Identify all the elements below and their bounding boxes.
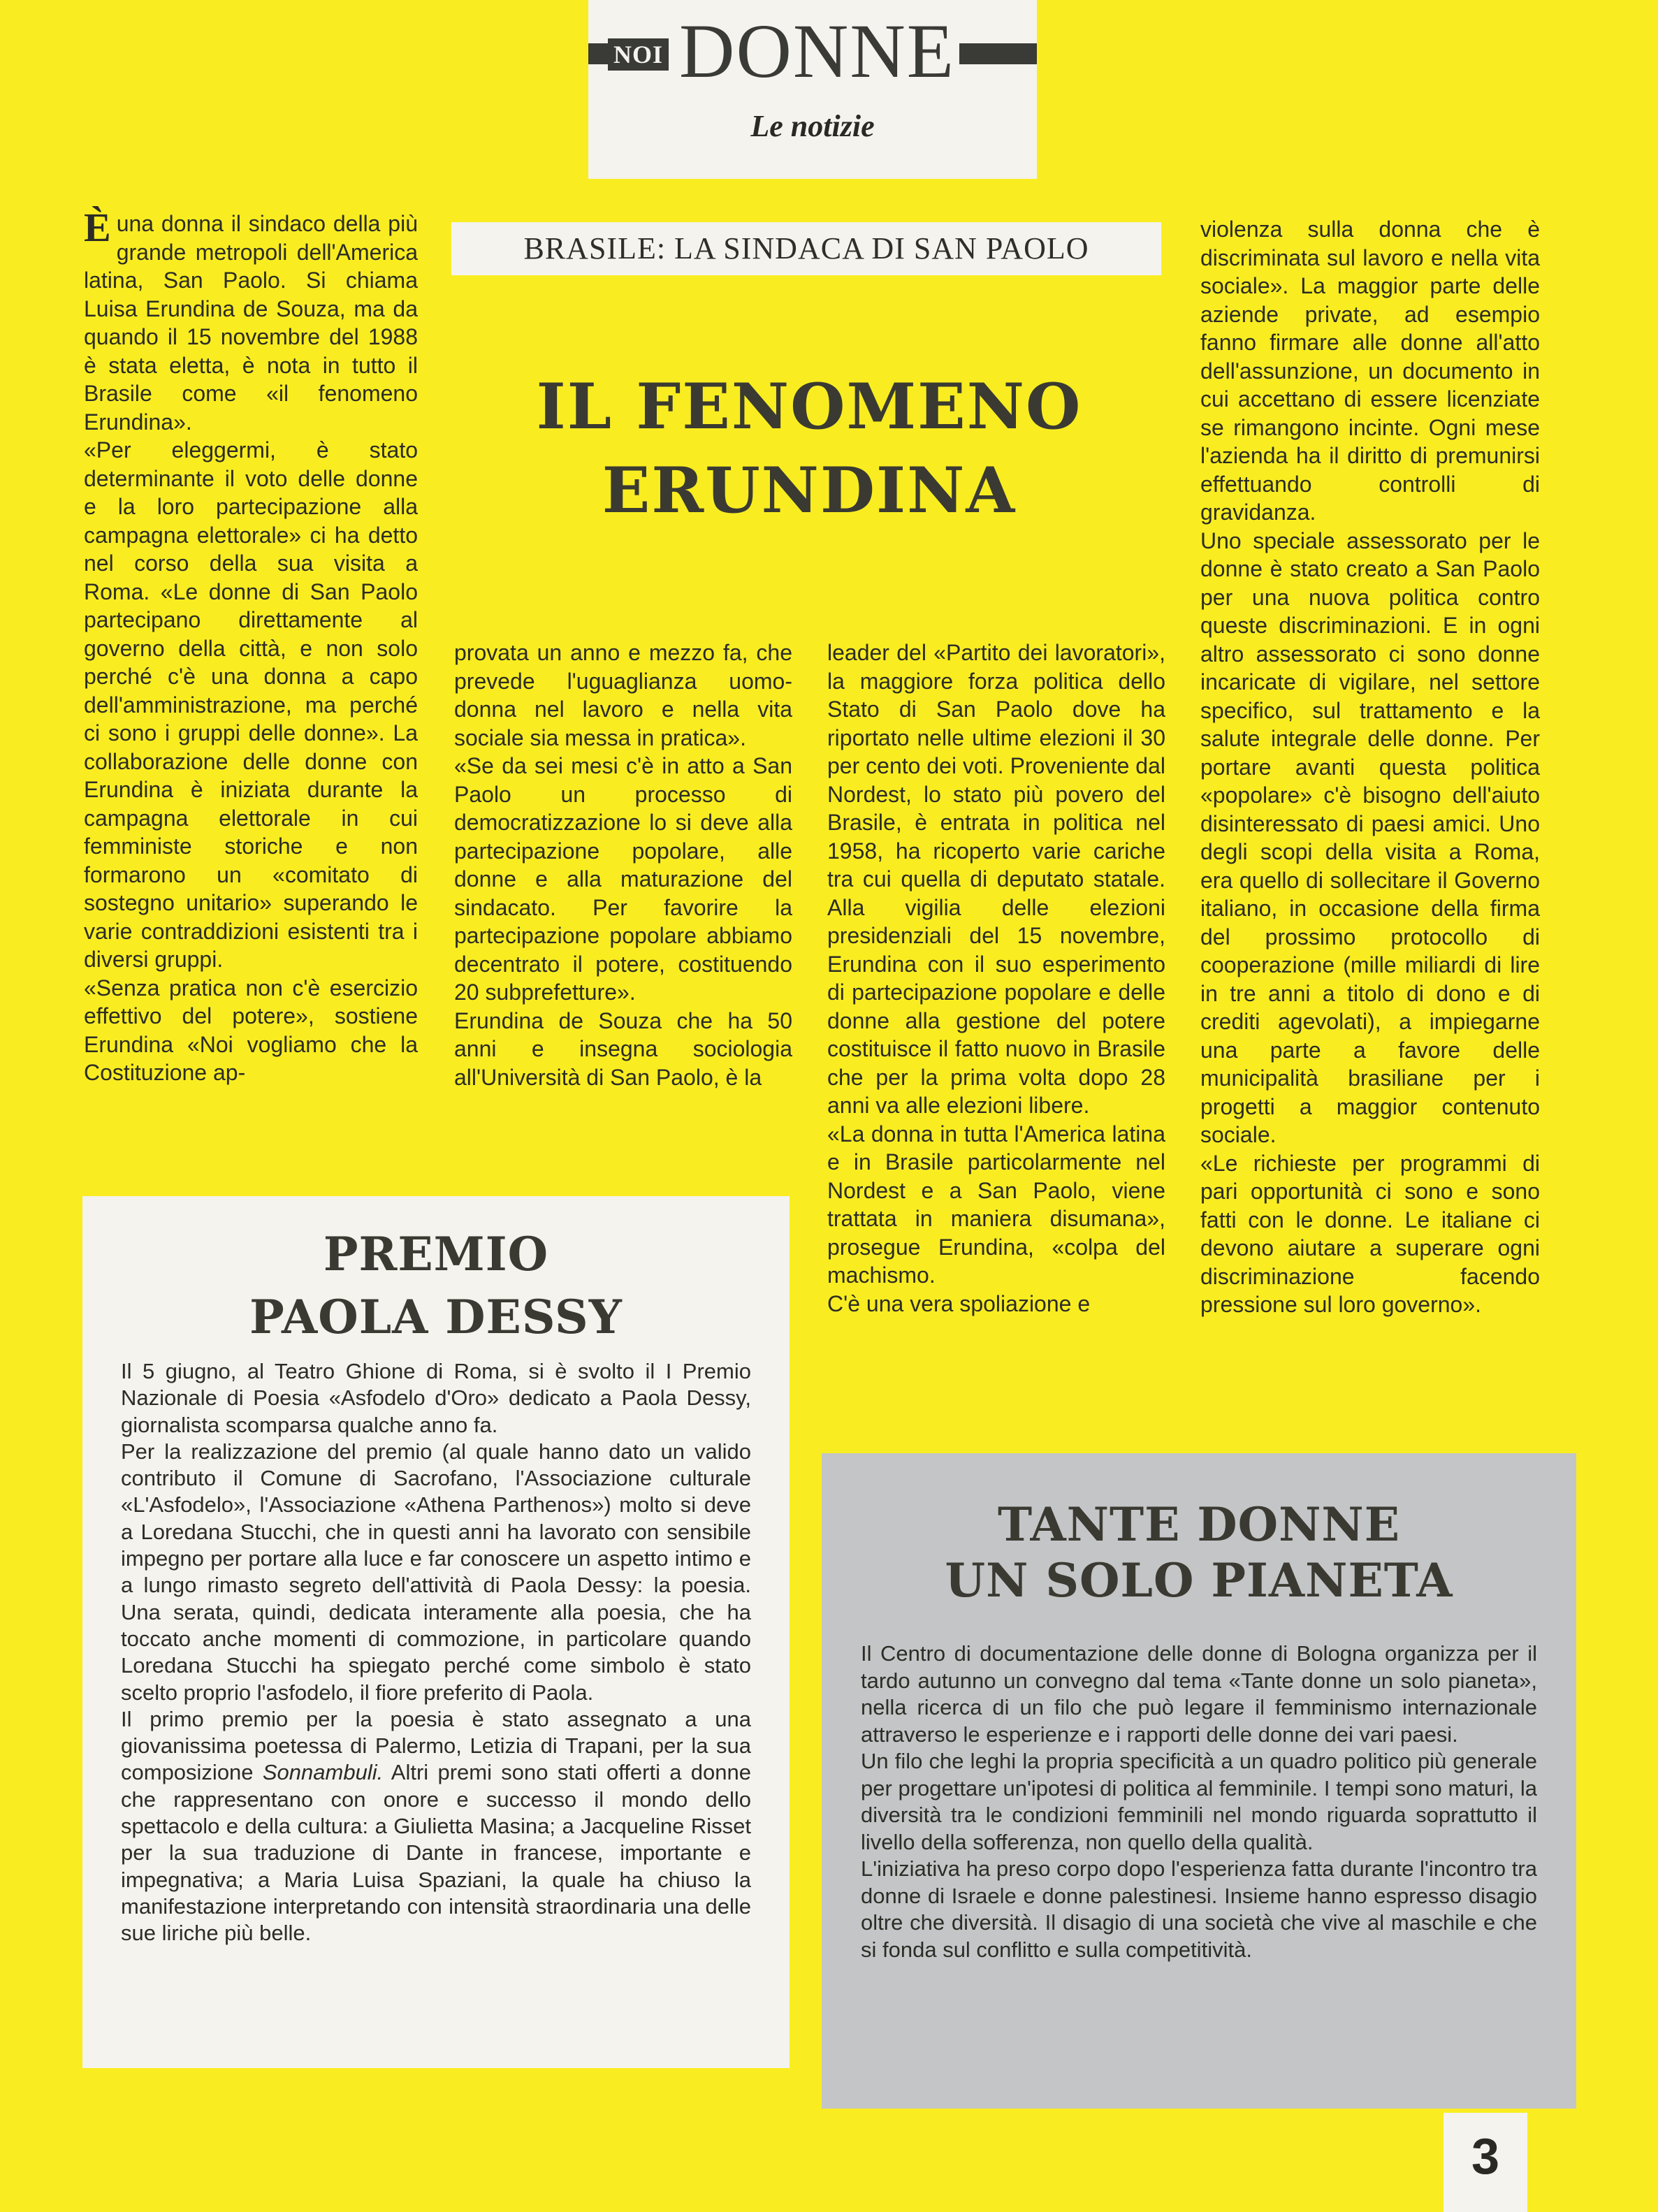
column-2-paragraph-2: «Se da sei mesi c'è in atto a San Paolo un processo di democratizzazione lo si deve alla partecipazione popolare, alle donne e alla maturazione del sindacato. Per favorire la partecipazione popolare abbiamo decentrato il potere, costituendo 20 subprefetture».: [454, 753, 792, 1005]
column-4-paragraph-2: Uno speciale assessorato per le donne è stato creato a San Paolo per una nuova politica contro queste discriminazioni. E in ogni altro assessorato ci sono donne incaricate di vigilare, nel settore specifico, sul trattamento e la salute integrale delle donne. Per portare avanti questa politica «popolare» c'è bisogno dell'aiuto disinteressato di paesi amici. Uno degli scopi della visita a Roma, era quello di sollecitare il Governo italiano, in occasione della firma del prossimo protocollo di cooperazione (mille miliardi di lire in tre anni a titolo di dono e di crediti agevolati), a impiegarne una parte a favore delle municipalità brasiliane per i progetti a maggior contenuto sociale.: [1200, 527, 1540, 1147]
masthead-bar-right: [956, 43, 1037, 64]
column-1-text-1: una donna il sindaco della più grande metropoli dell'America latina, San Paolo. Si chiama Luisa Erundina de Souza, ma da quando il 15 novembre del 1988 è stata eletta, è nota in tutto il Brasile come «il fenomeno Erundina».: [84, 211, 418, 435]
premio-p3-title: Sonnambuli.: [262, 1760, 384, 1785]
premio-paragraph-2: Per la realizzazione del premio (al quale hanno dato un valido contributo il Comune di Sacrofano, l'Associazione culturale «L'Asfodelo», l'Associazione «Athena Parthenos») molto si deve a Loredana Stucchi, che in questi anni ha lavorato con sensibile impegno per portare alla luce e far conoscere un aspetto intimo e a lungo rimasto segreto dell'attività di Paola Dessy: la poesia. Una serata, quindi, dedicata interamente alla poesia, che ha toccato anche momenti di commozione, in particolare quando Loredana Stucchi ha spiegato perché come simbolo è stato scelto proprio l'asfodelo, il fiore preferito di Paola.: [121, 1439, 751, 1705]
column-3-paragraph-1: leader del «Partito dei lavoratori», la maggiore forza politica dello Stato di San Paolo dove ha riportato nelle ultime elezioni il 30 per cento dei voti. Proveniente dal Nordest, lo stato più povero del Brasile, è entrata in politica nel 1958, ha ricoperto varie cariche tra cui quella di deputato statale. Alla vigilia delle elezioni presidenziali del 15 novembre, Erundina con il suo esperimento di partecipazione popolare e delle donne alla gestione del potere costituisce il fatto nuovo in Brasile che per la prima volta dopo 28 anni va alle elezioni libere.: [827, 640, 1165, 1118]
column-1-paragraph-3: «Senza pratica non c'è esercizio effettivo del potere», sostiene Erundina «Noi vogliamo che la Costituzione ap-: [84, 975, 418, 1085]
premio-box: [82, 1196, 790, 2068]
page-number-box: [1444, 2113, 1527, 2212]
column-1-paragraph-2: «Per eleggermi, è stato determinante il voto delle donne e la loro partecipazione alla campagna elettorale» ci ha detto nel corso della sua visita a Roma. «Le donne di San Paolo partecipano direttamente al governo della città, e non solo perché c'è una donna a capo dell'amministrazione, ma perché ci sono i gruppi delle donne». La collaborazione delle donne con Erundina è iniziata durante la campagna elettorale in cui femministe storiche e non formarono un «comitato di sostegno unitario» superando le varie contraddizioni esistenti tra i diversi gruppi.: [84, 437, 418, 972]
drop-cap: È: [84, 205, 111, 250]
masthead: [588, 0, 1037, 179]
tante-title: [822, 1497, 1576, 1608]
column-1-paragraph-1: [84, 205, 418, 436]
masthead-subtitle: Le notizie: [750, 109, 875, 143]
premio-p3-before: Il primo premio per la poesia è stato assegnato a una giovanissima poetessa di Palermo, Letizia di Trapani, per la sua composizione: [121, 1706, 751, 1785]
column-2-paragraph-3: Erundina de Souza che ha 50 anni e insegna sociologia all'Università di San Paolo, è la: [454, 1007, 792, 1090]
premio-title: [82, 1223, 790, 1348]
premio-title-line-1: PREMIO: [323, 1227, 549, 1281]
article-column-3: [827, 639, 1165, 1318]
article-column-4: [1200, 215, 1540, 1319]
page-number: 3: [1471, 2129, 1500, 2185]
column-2-paragraph-1: provata un anno e mezzo fa, che prevede l'uguaglianza uomo-donna nel lavoro e nella vita sociale sia messa in pratica».: [454, 640, 792, 750]
tante-paragraph-2: Un filo che leghi la propria specificità a un quadro politico più generale per progettare un'ipotesi di politica al femminile. I tempi sono maturi, la diversità tra le condizioni femminili nel mondo riguarda soprattutto il livello della sofferenza, non quello della qualità.: [861, 1749, 1537, 1854]
column-4-paragraph-3: «Le richieste per programmi di pari opportunità ci sono e sono fatti con le donne. Le italiane ci devono aiutare a superare ogni discriminazione facendo pressione sul loro governo».: [1200, 1150, 1540, 1317]
headline-line-1: IL FENOMENO: [536, 370, 1082, 444]
masthead-noi: NOI: [608, 38, 669, 71]
column-3-paragraph-2: «La donna in tutta l'America latina e in Brasile particolarmente nel Nordest e a San Paolo, viene trattata in maniera disumana», prosegue Erundina, «colpa del machismo.: [827, 1121, 1165, 1288]
headline-line-2: ERUNDINA: [602, 453, 1017, 527]
article-column-2: [454, 639, 792, 1091]
tante-paragraph-1: Il Centro di documentazione delle donne di Bologna organizza per il tardo autunno un convegno dal tema «Tante donne un solo pianeta», nella ricerca di un filo che può legare il femminismo internazionale attraverso le esperienze e i rapporti delle donne dei vari paesi.: [861, 1641, 1537, 1747]
premio-p3-after: Altri premi sono stati offerti a donne che rappresentano con onore e successo il mondo dello spettacolo e della cultura: a Giulietta Masina; a Jacqueline Risset per la sua traduzione di Dante in francese, importante e impegnativa; a Maria Luisa Spaziani, la quale ha chiuso la manifestazione interpretando con intensità straordinaria una delle sue liriche più belle.: [121, 1760, 752, 1946]
article-column-1: [84, 205, 418, 1087]
article-headline: [453, 365, 1165, 532]
column-3-paragraph-3: C'è una vera spoliazione e: [827, 1290, 1091, 1316]
column-4-paragraph-1: violenza sulla donna che è discriminata sul lavoro e nella vita sociale». La maggior parte delle aziende private, ad esempio fanno firmare alle donne all'atto dell'assunzione, un documento in cui accettano di essere licenziate se rimangono incinte. Ogni mese l'azienda ha il diritto di premunirsi effettuando controlli di gravidanza.: [1200, 217, 1540, 525]
tante-title-line-2: UN SOLO PIANETA: [945, 1553, 1453, 1608]
premio-title-line-2: PAOLA DESSY: [249, 1290, 623, 1344]
tante-box: [822, 1453, 1576, 2109]
article-kicker: BRASILE: LA SINDACA DI SAN PAOLO: [451, 222, 1161, 275]
tante-title-line-1: TANTE DONNE: [997, 1497, 1401, 1552]
masthead-title: DONNE: [675, 13, 959, 89]
tante-text: [861, 1640, 1537, 1963]
tante-paragraph-3: L'iniziativa ha preso corpo dopo l'esperienza fatta durante l'incontro tra donne di Israele e donne palestinesi. Insieme hanno espresso disagio oltre che diversità. Il disagio di una società che vive al maschile e che si fonda sul conflitto e sulla competitività.: [861, 1856, 1537, 1962]
premio-paragraph-1: Il 5 giugno, al Teatro Ghione di Roma, si è svolto il I Premio Nazionale di Poesia «Asfodelo d'Oro» dedicato a Paola Dessy, giornalista scomparsa qualche anno fa.: [121, 1359, 751, 1437]
premio-text: [121, 1358, 751, 1947]
premio-paragraph-3: [121, 1706, 751, 1947]
